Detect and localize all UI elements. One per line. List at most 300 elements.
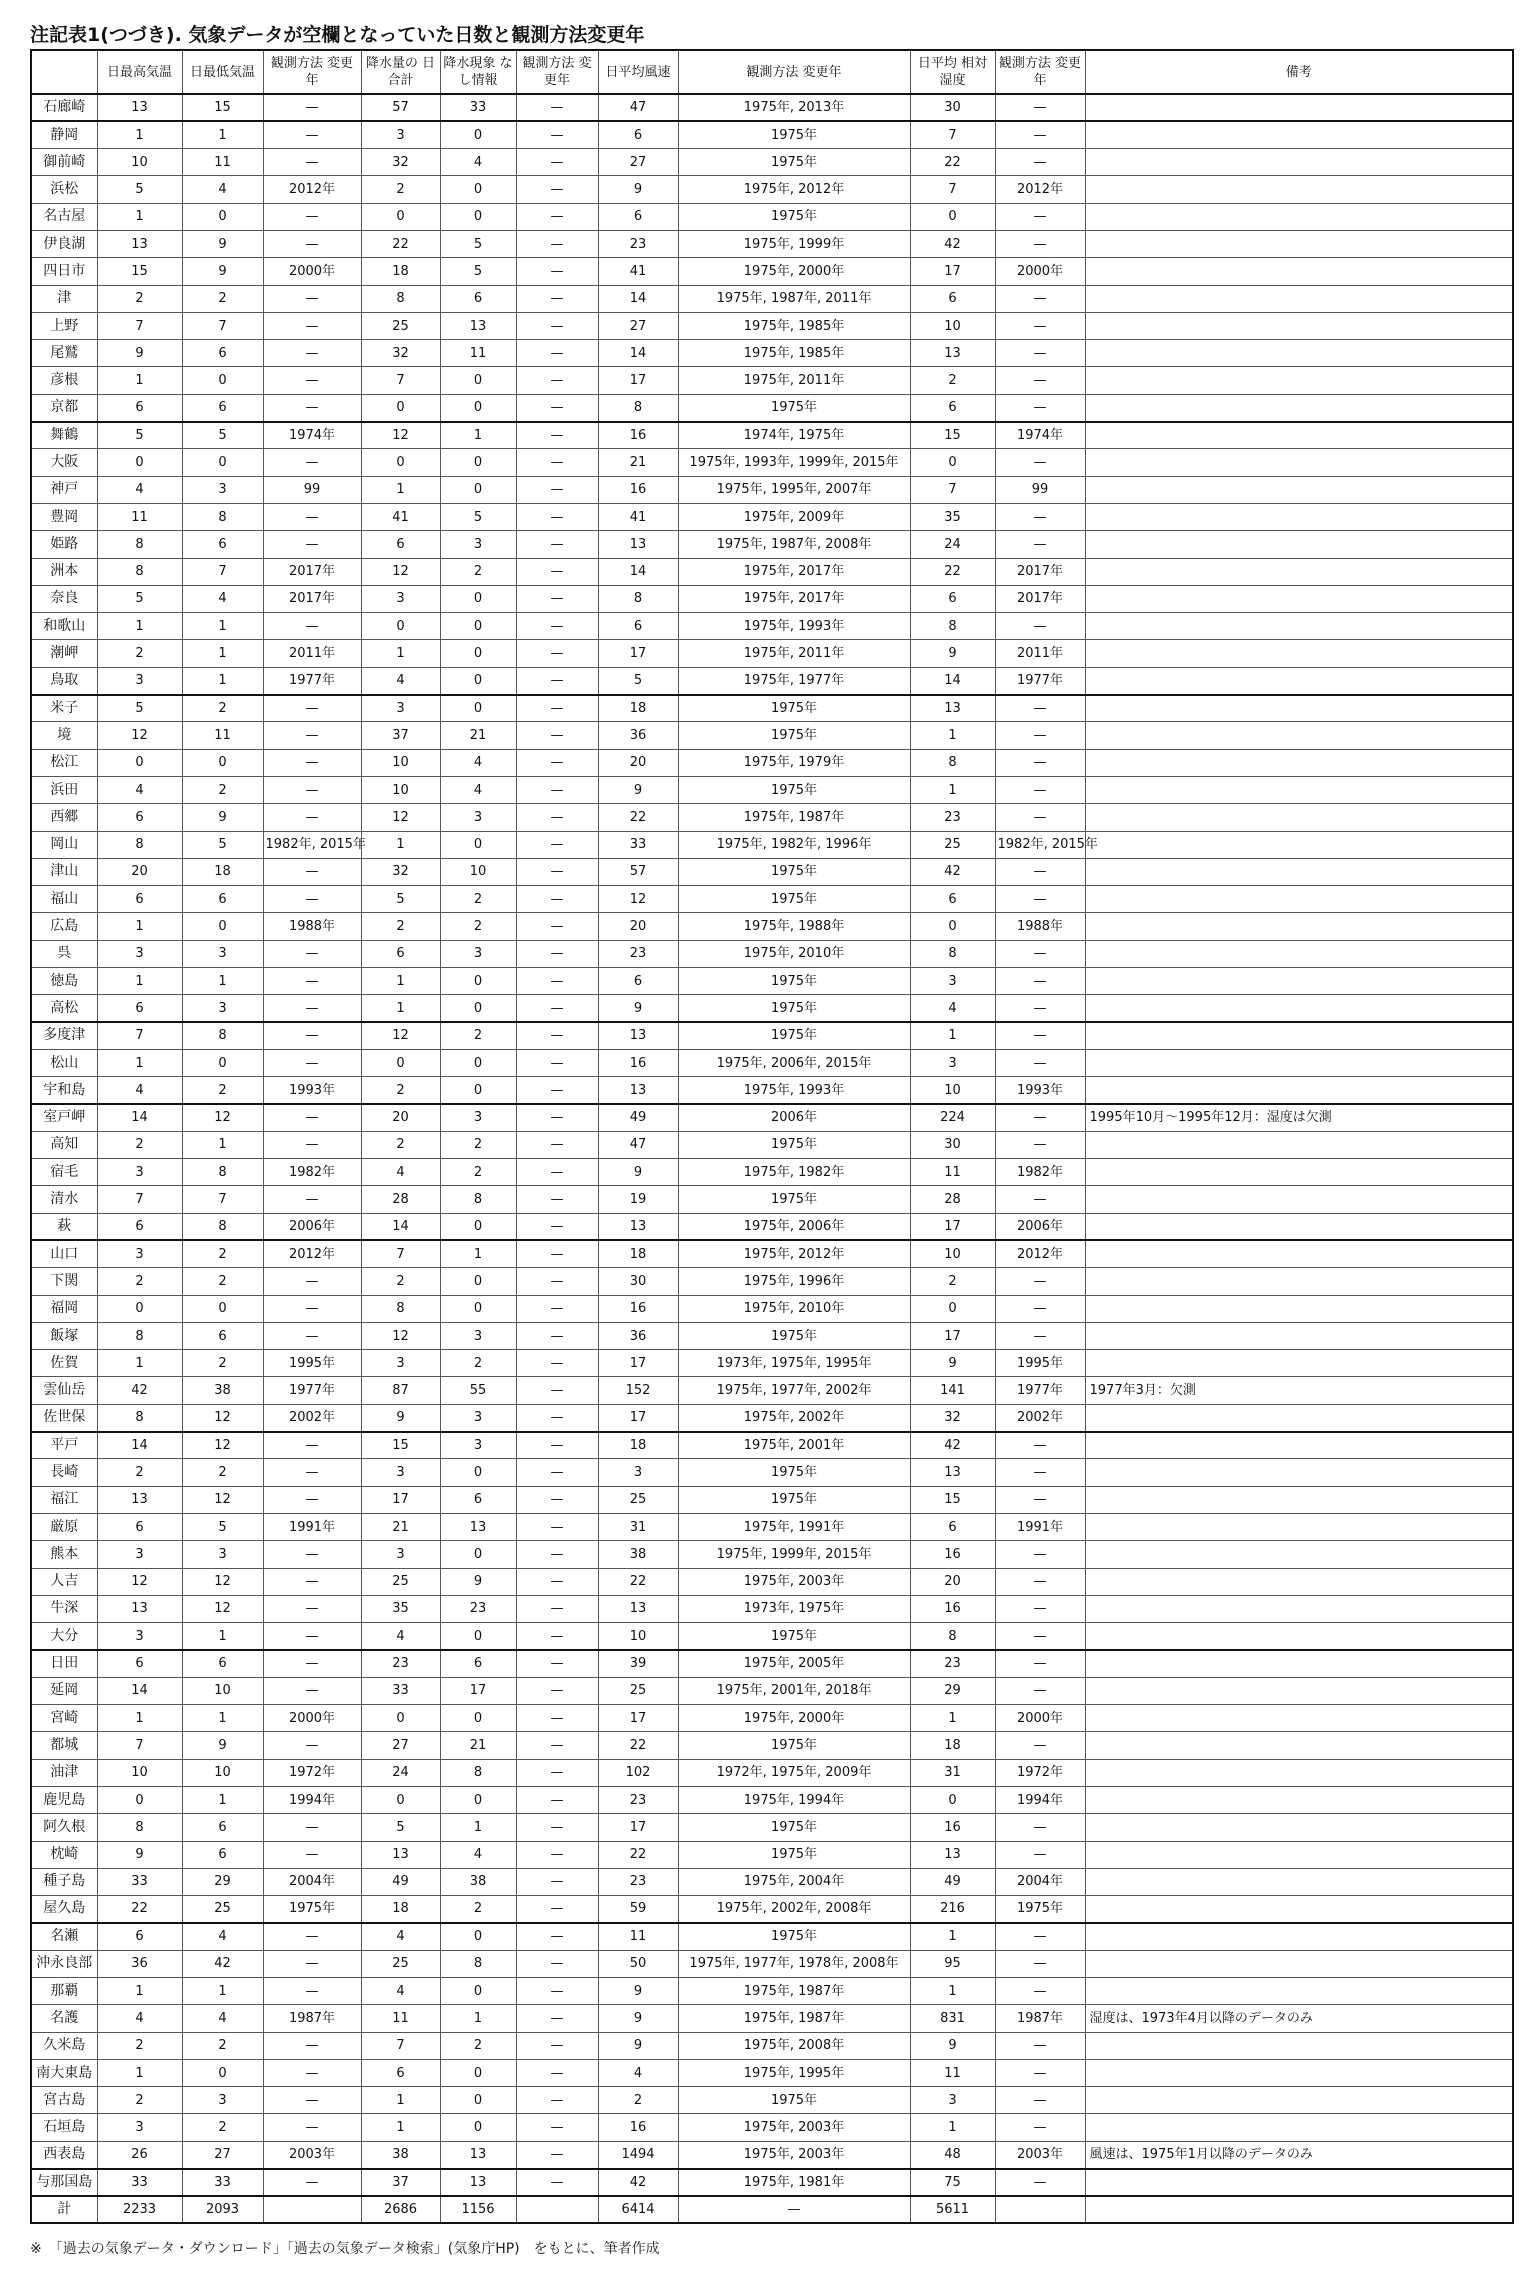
table-cell: 2: [440, 886, 516, 913]
table-cell: 4: [361, 1923, 440, 1950]
table-cell: 1975年, 1993年: [678, 1077, 910, 1104]
table-cell: 23: [598, 230, 678, 257]
remark-cell: [1085, 1650, 1513, 1677]
remark-cell: [1085, 968, 1513, 995]
table-cell: —: [516, 476, 598, 503]
table-cell: 26: [97, 2141, 182, 2168]
table-cell: —: [516, 1513, 598, 1540]
header-min-temp: 日最低気温: [182, 50, 263, 94]
table-row: [31, 312, 1513, 339]
remark-cell: [1085, 1432, 1513, 1459]
table-cell: 9: [598, 995, 678, 1022]
station-cell: 佐賀: [31, 1350, 97, 1377]
table-cell: —: [263, 695, 361, 722]
table-cell: 0: [361, 203, 440, 230]
table-cell: 1975年, 1995年, 2007年: [678, 476, 910, 503]
table-cell: —: [516, 1131, 598, 1158]
table-cell: 1: [361, 831, 440, 858]
table-cell: —: [995, 230, 1085, 257]
table-cell: 0: [440, 203, 516, 230]
station-cell: 福岡: [31, 1295, 97, 1322]
table-cell: 38: [182, 1377, 263, 1404]
table-cell: 2: [440, 1896, 516, 1923]
remark-cell: [1085, 776, 1513, 803]
table-cell: 2004年: [263, 1868, 361, 1895]
table-cell: 11: [910, 1159, 995, 1186]
table-cell: 4: [440, 149, 516, 176]
table-cell: —: [516, 913, 598, 940]
table-cell: —: [263, 1295, 361, 1322]
table-cell: —: [263, 1950, 361, 1977]
table-cell: —: [516, 558, 598, 585]
table-cell: 3: [361, 1350, 440, 1377]
station-cell: 延岡: [31, 1677, 97, 1704]
station-cell: 鳥取: [31, 667, 97, 694]
table-cell: 16: [598, 422, 678, 449]
table-cell: —: [516, 1705, 598, 1732]
station-cell: 牛深: [31, 1595, 97, 1622]
remark-cell: [1085, 149, 1513, 176]
table-row: [31, 1759, 1513, 1786]
table-cell: 4: [182, 2005, 263, 2032]
table-row: [31, 367, 1513, 394]
table-row: [31, 2059, 1513, 2086]
table-cell: 0: [361, 449, 440, 476]
table-cell: —: [995, 1486, 1085, 1513]
table-cell: 0: [361, 1705, 440, 1732]
remark-cell: [1085, 258, 1513, 285]
table-cell: 7: [361, 1240, 440, 1267]
station-cell: 宮崎: [31, 1705, 97, 1732]
table-cell: 1975年: [678, 121, 910, 148]
remark-cell: [1085, 585, 1513, 612]
table-cell: 216: [910, 1896, 995, 1923]
table-cell: —: [516, 1923, 598, 1950]
table-cell: 2: [440, 1022, 516, 1049]
table-cell: 4: [361, 1159, 440, 1186]
table-row: [31, 858, 1513, 885]
table-cell: —: [263, 121, 361, 148]
station-cell: 岡山: [31, 831, 97, 858]
table-cell: 32: [361, 149, 440, 176]
table-cell: 3: [440, 1432, 516, 1459]
table-cell: 2: [182, 1350, 263, 1377]
table-cell: —: [516, 1896, 598, 1923]
station-cell: 姫路: [31, 531, 97, 558]
table-cell: 2011年: [263, 640, 361, 667]
table-cell: 11: [910, 2059, 995, 2086]
table-cell: 0: [440, 121, 516, 148]
table-cell: 10: [910, 1077, 995, 1104]
remark-cell: [1085, 2059, 1513, 2086]
table-cell: 0: [440, 1459, 516, 1486]
table-row: [31, 1432, 1513, 1459]
table-cell: 6: [910, 285, 995, 312]
table-cell: 1982年, 2015年: [263, 831, 361, 858]
table-cell: 33: [97, 1868, 182, 1895]
table-cell: 2: [910, 1268, 995, 1295]
table-cell: 1975年, 1987年: [678, 1977, 910, 2004]
station-cell: 名護: [31, 2005, 97, 2032]
table-cell: —: [516, 940, 598, 967]
table-cell: 1: [97, 1705, 182, 1732]
table-row: [31, 1213, 1513, 1240]
table-cell: 6: [97, 1923, 182, 1950]
table-cell: 6: [97, 995, 182, 1022]
table-cell: 1975年: [678, 722, 910, 749]
table-cell: —: [263, 1841, 361, 1868]
table-cell: —: [995, 1677, 1085, 1704]
table-cell: 1975年, 2012年: [678, 1240, 910, 1267]
table-cell: 2: [361, 913, 440, 940]
remark-cell: [1085, 2087, 1513, 2114]
remark-cell: [1085, 1322, 1513, 1349]
table-cell: 1975年, 2010年: [678, 1295, 910, 1322]
remark-cell: [1085, 230, 1513, 257]
table-cell: 22: [598, 1841, 678, 1868]
table-cell: 1: [182, 667, 263, 694]
table-cell: —: [995, 503, 1085, 530]
table-cell: 12: [182, 1404, 263, 1431]
remark-cell: [1085, 1896, 1513, 1923]
remark-cell: [1085, 1786, 1513, 1813]
station-cell: 下関: [31, 1268, 97, 1295]
table-cell: 1: [361, 968, 440, 995]
table-cell: —: [516, 1322, 598, 1349]
table-cell: 0: [361, 394, 440, 421]
table-cell: 3: [97, 2114, 182, 2141]
table-cell: —: [995, 2169, 1085, 2196]
table-row: [31, 968, 1513, 995]
table-cell: 57: [598, 858, 678, 885]
table-cell: 3: [97, 1541, 182, 1568]
station-cell: 山口: [31, 1240, 97, 1267]
table-cell: 2002年: [263, 1404, 361, 1431]
table-cell: —: [516, 585, 598, 612]
table-row: [31, 503, 1513, 530]
table-cell: 22: [361, 230, 440, 257]
table-cell: 12: [598, 886, 678, 913]
table-cell: 50: [598, 1950, 678, 1977]
table-cell: 1974年: [263, 422, 361, 449]
footnote: ※ 「過去の気象データ・ダウンロード」「過去の気象データ検索」(気象庁HP) をもとに、筆者作成: [30, 2241, 660, 2257]
header-wind-speed: 日平均風速: [598, 50, 678, 94]
table-cell: —: [995, 285, 1085, 312]
table-cell: 13: [598, 1595, 678, 1622]
table-cell: 7: [97, 312, 182, 339]
table-cell: 42: [910, 1432, 995, 1459]
table-cell: 1975年, 1985年: [678, 340, 910, 367]
table-cell: 42: [910, 858, 995, 885]
table-cell: 17: [910, 1322, 995, 1349]
table-cell: 15: [910, 1486, 995, 1513]
table-cell: 5: [97, 585, 182, 612]
table-cell: 1: [361, 2087, 440, 2114]
table-cell: 1973年, 1975年: [678, 1595, 910, 1622]
remark-cell: [1085, 476, 1513, 503]
table-cell: 18: [910, 1732, 995, 1759]
remark-cell: [1085, 312, 1513, 339]
table-cell: —: [516, 2141, 598, 2168]
table-cell: 1975年: [678, 2087, 910, 2114]
table-cell: 4: [440, 749, 516, 776]
table-cell: 3: [97, 1159, 182, 1186]
table-cell: 33: [97, 2169, 182, 2196]
remark-cell: [1085, 886, 1513, 913]
table-cell: 2002年: [995, 1404, 1085, 1431]
table-cell: 42: [910, 230, 995, 257]
table-cell: 2000年: [263, 258, 361, 285]
table-cell: —: [263, 149, 361, 176]
table-cell: 6: [182, 1322, 263, 1349]
table-cell: 11: [361, 2005, 440, 2032]
table-cell: 1: [910, 1705, 995, 1732]
table-cell: 15: [97, 258, 182, 285]
table-cell: 4: [182, 585, 263, 612]
table-cell: 8: [440, 1759, 516, 1786]
table-cell: 12: [361, 1322, 440, 1349]
table-cell: 1975年, 1982年, 1996年: [678, 831, 910, 858]
table-cell: 0: [440, 1077, 516, 1104]
table-cell: —: [678, 2196, 910, 2223]
header-precip-method-change: 観測方法 変更年: [516, 50, 598, 94]
table-cell: 18: [598, 1240, 678, 1267]
table-cell: 38: [598, 1541, 678, 1568]
remark-cell: [1085, 394, 1513, 421]
table-cell: 23: [440, 1595, 516, 1622]
table-cell: —: [263, 2114, 361, 2141]
table-cell: 47: [598, 1131, 678, 1158]
table-cell: 13: [440, 2169, 516, 2196]
station-cell: 石廊崎: [31, 94, 97, 121]
station-cell: 彦根: [31, 367, 97, 394]
table-cell: 4: [440, 1841, 516, 1868]
table-cell: 38: [361, 2141, 440, 2168]
table-cell: 9: [182, 1732, 263, 1759]
table-cell: 1975年: [678, 203, 910, 230]
table-cell: 8: [182, 503, 263, 530]
table-cell: 1: [97, 1350, 182, 1377]
station-cell: 広島: [31, 913, 97, 940]
table-cell: 8: [910, 1623, 995, 1650]
table-cell: 27: [598, 149, 678, 176]
table-cell: —: [995, 94, 1085, 121]
table-row: [31, 1404, 1513, 1431]
table-cell: 5: [440, 230, 516, 257]
table-cell: 1975年: [678, 1131, 910, 1158]
remark-cell: [1085, 1568, 1513, 1595]
table-cell: 0: [440, 968, 516, 995]
remark-cell: [1085, 1977, 1513, 2004]
table-cell: 33: [440, 94, 516, 121]
table-cell: [263, 2196, 361, 2223]
table-cell: 1974年: [995, 422, 1085, 449]
table-row: [31, 422, 1513, 449]
table-cell: 14: [598, 558, 678, 585]
table-row: [31, 176, 1513, 203]
table-row: [31, 667, 1513, 694]
table-cell: 22: [598, 1568, 678, 1595]
table-cell: 0: [361, 613, 440, 640]
table-cell: 6: [910, 1513, 995, 1540]
table-cell: 1975年, 2005年: [678, 1650, 910, 1677]
table-cell: —: [516, 1650, 598, 1677]
table-cell: 11: [440, 340, 516, 367]
table-cell: 6: [182, 1650, 263, 1677]
table-cell: 0: [440, 585, 516, 612]
table-cell: —: [516, 613, 598, 640]
table-cell: 1975年: [678, 1322, 910, 1349]
table-cell: 3: [910, 2087, 995, 2114]
table-cell: 1987年: [263, 2005, 361, 2032]
table-cell: 1993年: [995, 1077, 1085, 1104]
table-cell: 0: [182, 749, 263, 776]
table-cell: —: [263, 285, 361, 312]
table-cell: 10: [440, 858, 516, 885]
table-cell: 1: [97, 968, 182, 995]
table-cell: 32: [361, 340, 440, 367]
table-cell: 0: [182, 2059, 263, 2086]
table-cell: —: [263, 1541, 361, 1568]
station-cell: 南大東島: [31, 2059, 97, 2086]
table-cell: 1: [182, 1977, 263, 2004]
table-cell: 4: [910, 995, 995, 1022]
table-cell: 41: [598, 503, 678, 530]
table-cell: 1975年, 2002年: [678, 1404, 910, 1431]
table-cell: 6: [910, 394, 995, 421]
table-cell: 10: [361, 776, 440, 803]
table-row: [31, 1268, 1513, 1295]
table-cell: 27: [182, 2141, 263, 2168]
table-cell: 2006年: [995, 1213, 1085, 1240]
table-cell: 4: [97, 776, 182, 803]
table-row: [31, 1896, 1513, 1923]
table-row: [31, 394, 1513, 421]
table-cell: 8: [182, 1213, 263, 1240]
table-cell: 6: [361, 940, 440, 967]
station-cell: 和歌山: [31, 613, 97, 640]
table-cell: 14: [598, 340, 678, 367]
table-cell: —: [516, 1213, 598, 1240]
table-cell: 6: [910, 886, 995, 913]
table-cell: 0: [440, 1268, 516, 1295]
table-cell: 0: [182, 203, 263, 230]
table-cell: 18: [598, 1432, 678, 1459]
table-cell: 6: [182, 394, 263, 421]
table-row: [31, 886, 1513, 913]
table-cell: —: [263, 1322, 361, 1349]
table-cell: 11: [598, 1923, 678, 1950]
table-cell: 0: [440, 2114, 516, 2141]
table-cell: 75: [910, 2169, 995, 2196]
table-row: [31, 776, 1513, 803]
table-cell: 3: [97, 1623, 182, 1650]
table-cell: —: [516, 886, 598, 913]
station-cell: 平戸: [31, 1432, 97, 1459]
table-cell: —: [516, 1377, 598, 1404]
table-cell: 2012年: [995, 176, 1085, 203]
table-cell: —: [516, 1541, 598, 1568]
table-cell: 2: [910, 367, 995, 394]
table-cell: 12: [361, 422, 440, 449]
table-cell: 1: [182, 1705, 263, 1732]
table-cell: 2006年: [678, 1104, 910, 1131]
table-cell: 1975年: [678, 1923, 910, 1950]
table-cell: 1975年, 2017年: [678, 558, 910, 585]
table-cell: —: [263, 1432, 361, 1459]
table-cell: 41: [598, 258, 678, 285]
table-cell: —: [995, 1022, 1085, 1049]
table-cell: —: [263, 1131, 361, 1158]
remark-cell: [1085, 1541, 1513, 1568]
table-row: [31, 695, 1513, 722]
table-cell: 0: [440, 476, 516, 503]
table-cell: —: [516, 2032, 598, 2059]
table-cell: —: [995, 940, 1085, 967]
table-cell: 1975年, 1994年: [678, 1786, 910, 1813]
table-cell: —: [263, 203, 361, 230]
table-cell: 2011年: [995, 640, 1085, 667]
table-cell: 7: [361, 2032, 440, 2059]
table-cell: —: [995, 1322, 1085, 1349]
table-cell: 1975年, 1979年: [678, 749, 910, 776]
table-cell: 4: [97, 2005, 182, 2032]
table-cell: 1973年, 1975年, 1995年: [678, 1350, 910, 1377]
remark-cell: [1085, 2032, 1513, 2059]
table-cell: 0: [97, 449, 182, 476]
table-cell: —: [516, 1977, 598, 2004]
table-cell: 17: [598, 1814, 678, 1841]
table-cell: 23: [910, 804, 995, 831]
table-cell: 0: [440, 1977, 516, 2004]
header-wind-method-change: 観測方法 変更年: [678, 50, 910, 94]
table-cell: —: [516, 1759, 598, 1786]
table-cell: 1977年: [995, 667, 1085, 694]
table-cell: 13: [97, 1486, 182, 1513]
table-cell: —: [263, 449, 361, 476]
table-cell: 3: [440, 1404, 516, 1431]
table-cell: 3: [910, 1049, 995, 1076]
table-cell: —: [263, 2169, 361, 2196]
table-row: [31, 1677, 1513, 1704]
table-cell: 13: [440, 1513, 516, 1540]
table-cell: 0: [361, 1049, 440, 1076]
table-cell: —: [516, 1950, 598, 1977]
table-cell: 0: [910, 449, 995, 476]
table-cell: 14: [361, 1213, 440, 1240]
table-cell: 35: [361, 1595, 440, 1622]
table-row: [31, 2141, 1513, 2168]
remark-cell: [1085, 1213, 1513, 1240]
table-cell: 1994年: [263, 1786, 361, 1813]
table-cell: —: [516, 995, 598, 1022]
table-cell: —: [263, 1623, 361, 1650]
table-cell: 21: [361, 1513, 440, 1540]
table-cell: 9: [598, 176, 678, 203]
table-cell: 22: [910, 558, 995, 585]
table-cell: 17: [440, 1677, 516, 1704]
table-cell: 152: [598, 1377, 678, 1404]
table-cell: 16: [598, 476, 678, 503]
table-cell: 29: [910, 1677, 995, 1704]
table-cell: 1: [361, 476, 440, 503]
table-cell: 3: [440, 804, 516, 831]
remark-cell: [1085, 613, 1513, 640]
table-cell: 0: [910, 203, 995, 230]
table-cell: 8: [440, 1950, 516, 1977]
table-cell: —: [516, 176, 598, 203]
table-cell: 9: [598, 776, 678, 803]
